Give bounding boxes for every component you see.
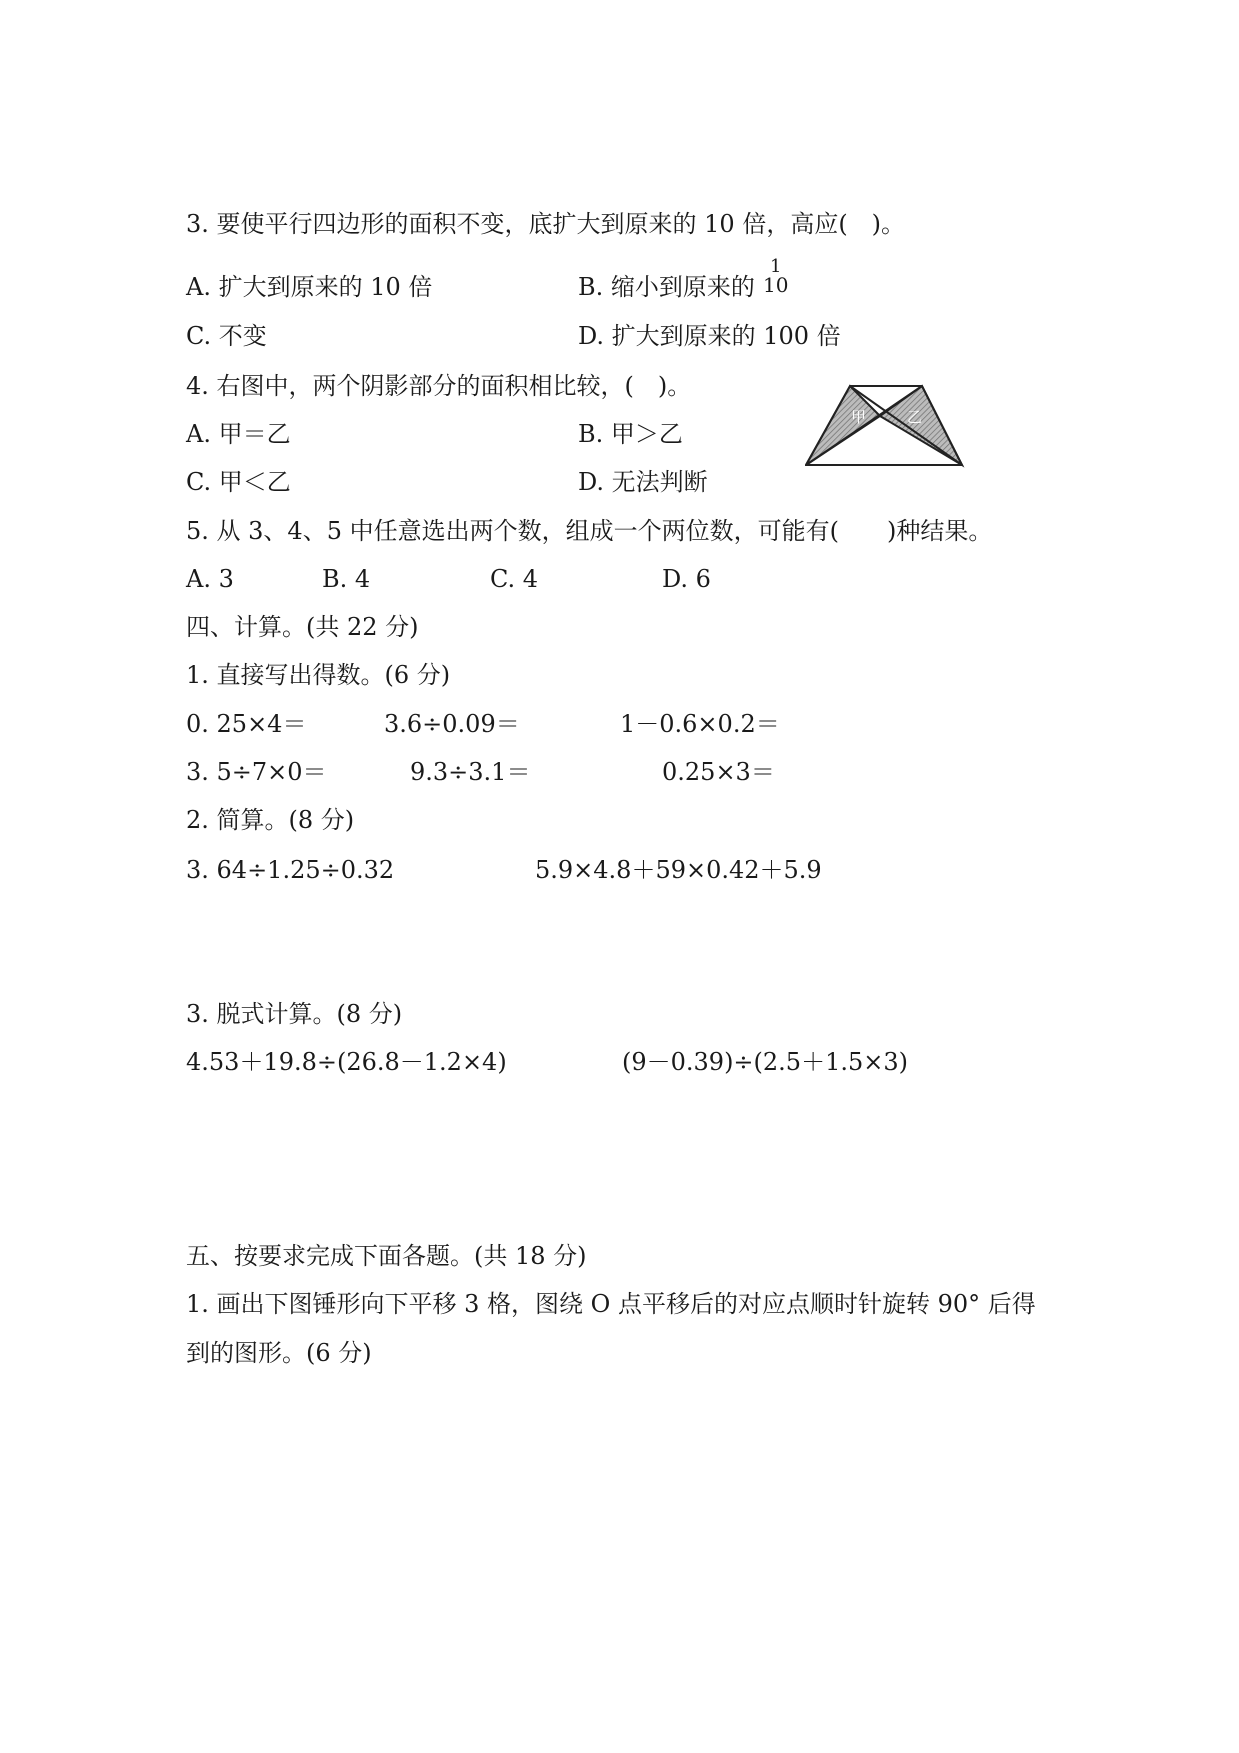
- calc-item: 3. 5÷7×0＝: [186, 758, 327, 786]
- q4-stem: 4. 右图中，两个阴影部分的面积相比较，( )。: [186, 372, 692, 400]
- q3-stem: 3. 要使平行四边形的面积不变，底扩大到原来的 10 倍，高应( )。: [186, 210, 906, 238]
- fraction-denominator: 10: [763, 273, 789, 297]
- calc-item: 5.9×4.8＋59×0.42＋5.9: [535, 856, 822, 884]
- calc-item: 3. 64÷1.25÷0.32: [186, 856, 395, 884]
- trapezoid-figure: [805, 384, 965, 470]
- label-yi: 乙: [907, 410, 923, 426]
- q5-option-c: C. 4: [490, 565, 539, 593]
- calc-item: 4.53＋19.8÷(26.8－1.2×4): [186, 1048, 507, 1076]
- q5-option-d: D. 6: [662, 565, 711, 593]
- q3-option-b: B. 缩小到原来的: [578, 273, 755, 301]
- calc-item: 0.25×3＝: [662, 758, 775, 786]
- calc-item: 0. 25×4＝: [186, 710, 307, 738]
- label-jia: 甲: [851, 410, 867, 426]
- section-5-part-1-line-1: 1. 画出下图锤形向下平移 3 格，图绕 O 点平移后的对应点顺时针旋转 90° 后得: [186, 1290, 1036, 1318]
- calc-item: 9.3÷3.1＝: [410, 758, 531, 786]
- q5-stem: 5. 从 3、4、5 中任意选出两个数，组成一个两位数，可能有( )种结果。: [186, 517, 993, 545]
- q3-option-d: D. 扩大到原来的 100 倍: [578, 322, 841, 350]
- q4-option-b: B. 甲＞乙: [578, 420, 683, 448]
- q4-option-d: D. 无法判断: [578, 468, 708, 496]
- section-4-part-1: 1. 直接写出得数。(6 分): [186, 661, 451, 689]
- calc-item: (9－0.39)÷(2.5＋1.5×3): [622, 1048, 908, 1076]
- section-5-title: 五、按要求完成下面各题。(共 18 分): [186, 1242, 587, 1270]
- section-4-part-3: 3. 脱式计算。(8 分): [186, 1000, 403, 1028]
- q5-option-a: A. 3: [186, 565, 234, 593]
- q3-option-b-fraction: [763, 256, 789, 297]
- q4-option-c: C. 甲＜乙: [186, 468, 291, 496]
- calc-item: 3.6÷0.09＝: [384, 710, 520, 738]
- section-4-part-2: 2. 简算。(8 分): [186, 806, 355, 834]
- section-4-title: 四、计算。(共 22 分): [186, 613, 419, 641]
- section-5-part-1-line-2: 到的图形。(6 分): [186, 1339, 372, 1367]
- q3-option-a: A. 扩大到原来的 10 倍: [186, 273, 433, 301]
- calc-item: 1－0.6×0.2＝: [620, 710, 780, 738]
- fraction-numerator: 1: [770, 256, 782, 277]
- q3-option-c: C. 不变: [186, 322, 267, 350]
- q5-option-b: B. 4: [322, 565, 371, 593]
- q4-option-a: A. 甲＝乙: [186, 420, 291, 448]
